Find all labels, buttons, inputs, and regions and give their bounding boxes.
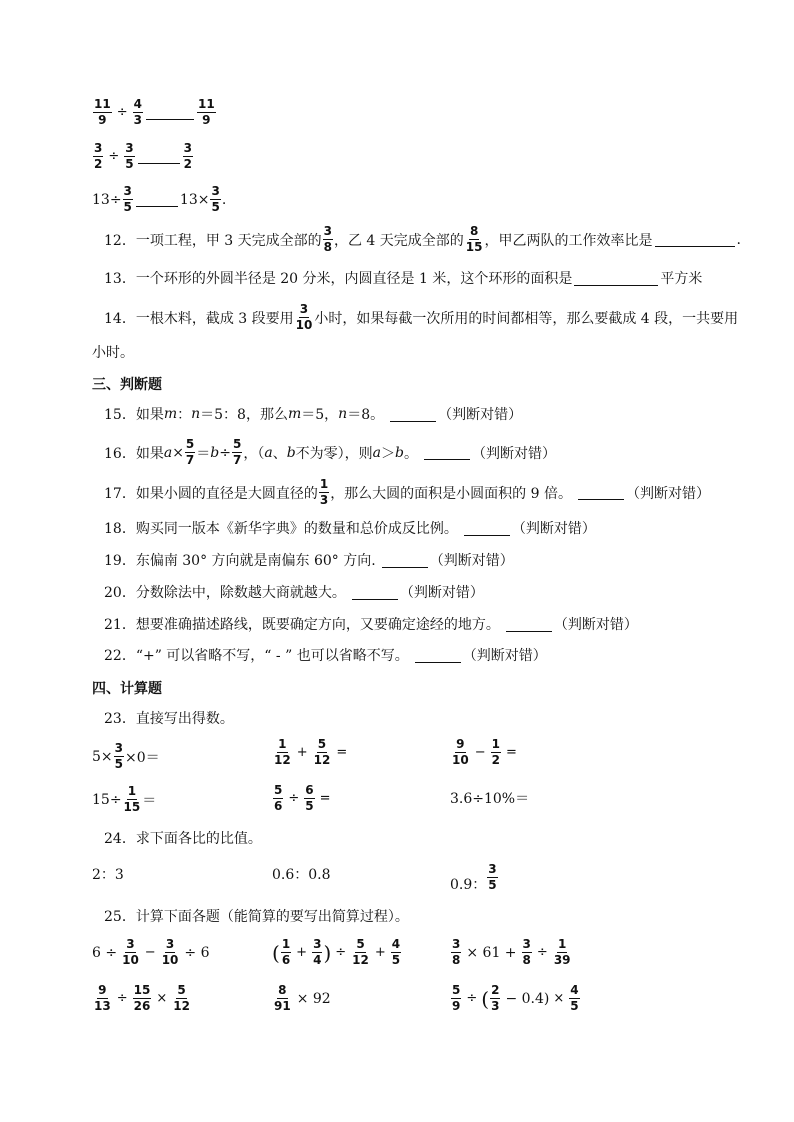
question-18 xyxy=(104,518,596,538)
fraction: $\frac{1}{15}$ xyxy=(123,784,141,814)
text: 13．一个环形的外圆半径是 20 分米，内圆直径是 1 米，这个环形的面积是 xyxy=(104,271,573,287)
fraction: $\frac{1}{2}$ xyxy=(491,737,500,767)
text: . xyxy=(221,191,227,208)
operator: ÷ xyxy=(466,991,478,1006)
calc-item xyxy=(92,742,160,771)
operator: ÷ xyxy=(335,945,347,960)
fraction: $\frac{3}{5}$ xyxy=(125,141,134,171)
variable: b xyxy=(210,444,220,461)
question-20 xyxy=(104,582,484,602)
text: 18．购买同一版本《新华字典》的数量和总价成反比例。 xyxy=(104,521,458,537)
calc-item xyxy=(272,984,331,1013)
variable: b xyxy=(286,444,296,461)
fraction: $\frac{9}{13}$ xyxy=(94,983,111,1013)
fraction: $\frac{1}{39}$ xyxy=(553,937,571,967)
text: 小时，如果每截一次所用的时间都相等，那么要截成 4 段，一共要用 xyxy=(314,310,739,327)
fraction: $\frac{3}{5}$ xyxy=(123,184,132,214)
fraction: $\frac{4}{5}$ xyxy=(570,983,579,1013)
fraction: $\frac{3}{2}$ xyxy=(94,141,103,171)
answer-blank[interactable] xyxy=(506,617,552,632)
judge-hint: （判断对错） xyxy=(438,407,523,423)
variable: a xyxy=(264,444,273,461)
fraction: $\frac{9}{10}$ xyxy=(452,737,469,767)
operator: ÷ xyxy=(288,791,300,806)
answer-blank[interactable] xyxy=(136,192,178,207)
text: ＝5：8，那么 xyxy=(200,407,288,423)
text: 不为零），则 xyxy=(295,445,373,462)
section-heading-calc: 四、计算题 xyxy=(92,681,162,697)
variable: m xyxy=(163,406,178,422)
text: ，甲乙两队的工作效率比是 xyxy=(484,232,653,249)
operator: ÷ xyxy=(108,149,120,164)
answer-blank[interactable] xyxy=(415,648,461,663)
calc-item xyxy=(272,938,402,967)
operator: × xyxy=(156,991,168,1006)
text: 15．如果 xyxy=(104,407,164,423)
operator: = xyxy=(319,791,331,806)
answer-blank[interactable] xyxy=(146,105,194,120)
text: ＝ xyxy=(196,445,211,462)
fraction: $\frac{1}{3}$ xyxy=(319,477,329,507)
text: 5× xyxy=(92,748,113,765)
section-heading-judge: 三、判断题 xyxy=(92,377,162,393)
fraction: $\frac{3}{8}$ xyxy=(522,937,531,967)
question-14 xyxy=(104,303,738,332)
operator: ÷ xyxy=(116,991,128,1006)
fraction: $\frac{3}{5}$ xyxy=(114,741,123,771)
text: ： xyxy=(177,407,192,423)
text: 0.9： xyxy=(450,877,487,893)
fraction: $\frac{3}{5}$ xyxy=(488,861,497,892)
operator: ÷ xyxy=(536,945,548,960)
fraction: $\frac{8}{91}$ xyxy=(274,983,291,1013)
calc-item xyxy=(92,938,210,967)
text: ＝8。 xyxy=(347,407,385,423)
text: ÷ 6 xyxy=(184,944,210,961)
fraction: $\frac{5}{7}$ xyxy=(232,437,242,467)
text: ＝5， xyxy=(301,407,339,423)
fraction: $\frac{3}{10}$ xyxy=(161,937,179,967)
text: 、 xyxy=(272,445,287,462)
question-12 xyxy=(104,225,741,254)
judge-hint: （判断对错） xyxy=(553,617,638,633)
fraction: $\frac{8}{15}$ xyxy=(465,224,483,254)
text: 19．东偏南 30° 方向就是南偏东 60° 方向. xyxy=(104,553,376,569)
text: ，乙 4 天完成全部的 xyxy=(333,232,464,249)
fraction: $\frac{5}{12}$ xyxy=(173,983,190,1013)
text: ×0＝ xyxy=(125,749,160,766)
calc-item xyxy=(272,738,351,767)
judge-hint: （判断对错） xyxy=(462,648,547,664)
text: ＞ xyxy=(381,445,396,462)
text: 17．如果小圆的直径是大圆直径的 xyxy=(104,485,318,502)
text: 小时。 xyxy=(92,345,134,361)
fraction: $\frac{3}{5}$ xyxy=(211,184,220,214)
answer-blank[interactable] xyxy=(138,149,180,164)
operator: ÷ xyxy=(116,105,128,120)
judge-hint: （判断对错） xyxy=(511,521,596,537)
fraction: $\frac{11}{9}$ xyxy=(94,97,111,127)
text: − 0.4) xyxy=(505,990,550,1007)
text: × xyxy=(172,444,184,461)
paren: ( xyxy=(481,986,490,1011)
answer-blank[interactable] xyxy=(464,521,510,536)
text: ＝ xyxy=(142,792,157,809)
text: 21．想要准确描述路线，既要确定方向，又要确定途经的地方。 xyxy=(104,617,500,633)
fraction: $\frac{3}{8}$ xyxy=(323,224,332,254)
variable: n xyxy=(338,406,348,422)
judge-hint: （判断对错） xyxy=(472,445,556,462)
judge-hint: （判断对错） xyxy=(626,485,710,502)
variable: m xyxy=(287,406,302,422)
question-16 xyxy=(104,438,556,467)
variable: n xyxy=(191,406,201,422)
question-17 xyxy=(104,478,710,507)
operator: + xyxy=(296,745,308,760)
question-13 xyxy=(104,268,702,288)
fraction: $\frac{6}{5}$ xyxy=(305,783,314,813)
fraction: $\frac{15}{26}$ xyxy=(133,983,151,1013)
paren: ) xyxy=(323,940,332,965)
text: 。 xyxy=(404,445,418,462)
question-25-title: 25．计算下面各题（能简算的要写出简算过程）。 xyxy=(104,909,409,925)
fraction: $\frac{1}{12}$ xyxy=(274,737,291,767)
operator: = xyxy=(336,745,348,760)
text: 20．分数除法中，除数越大商就越大。 xyxy=(104,585,346,601)
text: 平方米 xyxy=(660,271,703,287)
question-22 xyxy=(104,645,547,665)
answer-blank[interactable] xyxy=(424,445,470,460)
fraction: $\frac{3}{10}$ xyxy=(122,937,139,967)
calc-item xyxy=(450,984,581,1013)
fraction: $\frac{1}{6}$ xyxy=(281,937,291,967)
fraction: $\frac{11}{9}$ xyxy=(197,97,215,127)
judge-hint: （判断对错） xyxy=(429,553,514,569)
answer-blank[interactable] xyxy=(382,553,428,568)
ratio-item xyxy=(450,860,499,894)
calc-item xyxy=(450,938,573,967)
fraction: $\frac{5}{7}$ xyxy=(185,437,195,467)
text: 6 ÷ xyxy=(92,944,118,961)
fraction: $\frac{4}{5}$ xyxy=(391,937,401,967)
text: 14．一根木料，截成 3 段要用 xyxy=(104,310,294,327)
question-23-title: 23．直接写出得数。 xyxy=(104,711,234,727)
answer-blank[interactable] xyxy=(578,485,624,500)
calc-item xyxy=(272,784,335,813)
question-21 xyxy=(104,614,638,634)
operator: + xyxy=(296,945,308,960)
variable: a xyxy=(372,444,382,461)
ratio-item: 2：3 xyxy=(92,867,124,883)
text: 12．一项工程，甲 3 天完成全部的 xyxy=(104,232,322,249)
ratio-item: 0.6：0.8 xyxy=(272,867,331,883)
compare-row-2 xyxy=(92,142,194,171)
variable: a xyxy=(163,444,173,461)
operator: + xyxy=(374,945,386,960)
text: 22．“+” 可以省略不写，“ - ” 也可以省略不写。 xyxy=(104,648,409,664)
fraction: $\frac{5}{12}$ xyxy=(313,737,331,767)
question-15 xyxy=(104,404,522,424)
text: ，那么大圆的面积是小圆面积的 9 倍。 xyxy=(330,485,572,502)
calc-item: 3.6÷10%＝ xyxy=(450,791,530,807)
judge-hint: （判断对错） xyxy=(399,585,484,601)
operator: − xyxy=(474,745,486,760)
text: . xyxy=(736,231,741,248)
question-24-title: 24．求下面各比的比值。 xyxy=(104,831,262,847)
text: ，（ xyxy=(243,445,265,462)
calc-item xyxy=(450,738,521,767)
operator: = xyxy=(505,745,517,760)
fraction: $\frac{5}{12}$ xyxy=(352,937,369,967)
fraction: $\frac{3}{8}$ xyxy=(452,937,461,967)
operator: × xyxy=(553,991,565,1006)
answer-blank[interactable] xyxy=(390,407,436,422)
paren: ( xyxy=(272,940,280,965)
calc-item xyxy=(92,984,192,1013)
answer-blank[interactable] xyxy=(352,585,398,600)
text: × 92 xyxy=(296,990,331,1007)
fraction: $\frac{2}{3}$ xyxy=(491,983,500,1013)
text: × 61 + xyxy=(466,944,517,961)
question-14-cont xyxy=(92,342,134,362)
text: 15÷ xyxy=(92,791,122,808)
fraction: $\frac{3}{4}$ xyxy=(313,937,322,967)
question-19 xyxy=(104,550,514,570)
fraction: $\frac{5}{6}$ xyxy=(274,783,283,813)
compare-row-1 xyxy=(92,98,217,127)
fraction: $\frac{5}{9}$ xyxy=(452,983,461,1013)
fraction: $\frac{3}{2}$ xyxy=(183,141,192,171)
fraction: $\frac{3}{10}$ xyxy=(295,302,313,332)
calc-item xyxy=(92,785,156,814)
answer-blank[interactable] xyxy=(574,271,658,286)
answer-blank[interactable] xyxy=(655,232,735,247)
variable: b xyxy=(395,444,404,461)
text: 16．如果 xyxy=(104,445,164,462)
compare-row-3 xyxy=(92,185,226,214)
operator: − xyxy=(144,945,156,960)
text: ÷ xyxy=(219,444,231,461)
fraction: $\frac{4}{3}$ xyxy=(133,97,142,127)
text: 13× xyxy=(179,191,210,208)
text: 13÷ xyxy=(92,191,122,208)
